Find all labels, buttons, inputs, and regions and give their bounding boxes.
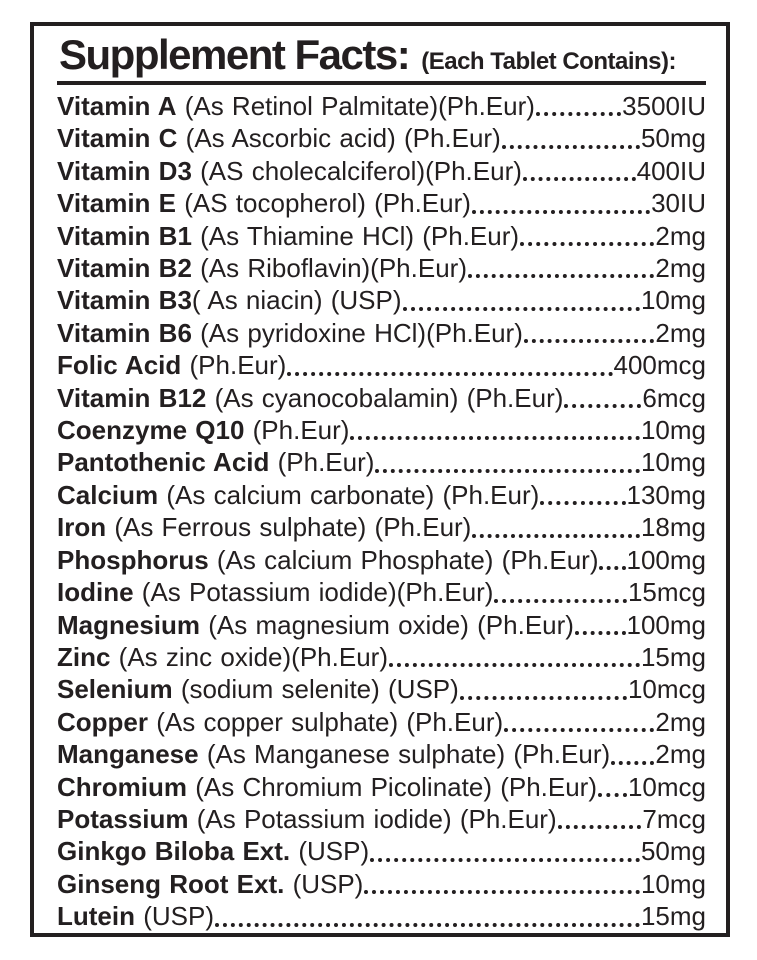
nutrient-source: (As Potassium iodide) (Ph.Eur) xyxy=(188,803,557,834)
nutrient-row xyxy=(57,576,706,608)
dot-leader xyxy=(540,501,625,505)
nutrient-row xyxy=(57,284,706,316)
nutrient-row xyxy=(57,673,706,705)
nutrient-amount: 100mg xyxy=(626,544,706,575)
nutrient-row xyxy=(57,155,706,187)
nutrient-label xyxy=(57,576,493,608)
dot-leader xyxy=(523,177,636,181)
nutrient-amount: 2mg xyxy=(655,220,706,251)
nutrient-name: Ginseng Root Ext. xyxy=(57,868,285,899)
nutrient-name: Lutein xyxy=(57,901,135,932)
nutrient-name: Folic Acid xyxy=(57,350,182,381)
nutrient-source: (As Ascorbic acid) (Ph.Eur) xyxy=(177,123,501,154)
nutrient-amount: 15mg xyxy=(640,641,706,672)
nutrient-name: Coenzyme Q10 xyxy=(57,415,245,446)
nutrient-label xyxy=(57,252,467,284)
nutrient-row xyxy=(57,479,706,511)
nutrient-label xyxy=(57,349,286,381)
nutrient-row xyxy=(57,446,706,478)
nutrient-name: Selenium xyxy=(57,674,173,705)
nutrient-name: Pantothenic Acid xyxy=(57,447,270,478)
nutrient-row xyxy=(57,641,706,673)
nutrient-row xyxy=(57,122,706,154)
nutrient-row xyxy=(57,252,706,284)
nutrient-source: (As Manganese sulphate) (Ph.Eur) xyxy=(198,739,611,770)
dot-leader xyxy=(350,436,640,440)
dot-leader xyxy=(460,696,627,700)
nutrient-source: (As zinc oxide)(Ph.Eur) xyxy=(110,641,388,672)
nutrient-amount: 15mcg xyxy=(627,577,706,608)
nutrient-name: Ginkgo Biloba Ext. xyxy=(57,836,291,867)
nutrient-row xyxy=(57,382,706,414)
nutrient-row xyxy=(57,317,706,349)
nutrient-source: (As Thiamine HCl) (Ph.Eur) xyxy=(191,220,520,251)
dot-leader xyxy=(536,112,621,116)
nutrient-source: (Ph.Eur) xyxy=(244,415,350,446)
nutrient-amount: 7mcg xyxy=(642,803,706,834)
nutrient-name: Potassium xyxy=(57,803,189,834)
nutrient-amount: 130mg xyxy=(626,479,706,510)
dot-leader xyxy=(472,210,650,214)
nutrient-row xyxy=(57,706,706,738)
nutrient-name: Iodine xyxy=(57,577,134,608)
dot-leader xyxy=(215,923,640,927)
nutrient-name: Vitamin D3 xyxy=(57,155,192,186)
nutrient-label xyxy=(57,900,214,932)
nutrient-amount: 10mg xyxy=(640,415,706,446)
header-divider xyxy=(57,81,706,85)
panel-title: Supplement Facts: xyxy=(59,31,410,78)
nutrient-source: (As calcium carbonate) (Ph.Eur) xyxy=(158,479,540,510)
dot-leader xyxy=(287,372,612,376)
dot-leader xyxy=(375,469,640,473)
nutrient-source: (sodium selenite) (USP) xyxy=(172,674,459,705)
nutrient-amount: 50mg xyxy=(640,123,706,154)
nutrient-amount: 30IU xyxy=(651,188,706,219)
nutrient-label xyxy=(57,414,349,446)
panel-header xyxy=(57,31,706,79)
nutrient-amount: 2mg xyxy=(655,253,706,284)
dot-leader xyxy=(502,145,640,149)
nutrient-source: (As Ferrous sulphate) (Ph.Eur) xyxy=(106,512,472,543)
dot-leader xyxy=(611,761,654,765)
nutrient-label xyxy=(57,738,610,770)
nutrient-amount: 6mcg xyxy=(642,382,706,413)
nutrient-source: (Ph.Eur) xyxy=(269,447,375,478)
nutrient-amount: 2mg xyxy=(655,706,706,737)
nutrient-row xyxy=(57,738,706,770)
nutrient-source: (As Retinol Palmitate)(Ph.Eur) xyxy=(176,91,535,121)
nutrient-label xyxy=(57,479,539,511)
nutrient-name: Vitamin E xyxy=(57,188,177,219)
dot-leader xyxy=(472,534,640,538)
nutrient-row xyxy=(57,414,706,446)
nutrient-label xyxy=(57,155,522,187)
nutrient-row xyxy=(57,868,706,900)
nutrient-source: (As Potassium iodide)(Ph.Eur) xyxy=(133,577,494,608)
nutrient-list xyxy=(57,90,706,933)
dot-leader xyxy=(564,404,641,408)
nutrient-label xyxy=(57,641,388,673)
nutrient-source: (As cyanocobalamin) (Ph.Eur) xyxy=(206,382,564,413)
dot-leader xyxy=(364,890,640,894)
dot-leader xyxy=(468,274,654,278)
supplement-facts-panel xyxy=(30,22,730,937)
nutrient-label xyxy=(57,187,471,219)
nutrient-row xyxy=(57,900,706,932)
nutrient-source: (AS cholecalciferol)(Ph.Eur) xyxy=(191,155,522,186)
nutrient-row xyxy=(57,220,706,252)
nutrient-amount: 2mg xyxy=(655,317,706,348)
nutrient-name: Chromium xyxy=(57,771,187,802)
nutrient-name: Manganese xyxy=(57,739,199,770)
nutrient-row xyxy=(57,803,706,835)
nutrient-name: Iron xyxy=(57,512,107,543)
nutrient-label xyxy=(57,122,501,154)
nutrient-label xyxy=(57,90,535,122)
nutrient-name: Vitamin C xyxy=(57,123,178,154)
nutrient-label xyxy=(57,446,374,478)
nutrient-row xyxy=(57,544,706,576)
nutrient-amount: 10mg xyxy=(640,868,706,899)
nutrient-label xyxy=(57,382,563,414)
nutrient-row xyxy=(57,90,706,122)
nutrient-source: (As calcium Phosphate) (Ph.Eur) xyxy=(208,544,599,575)
dot-leader xyxy=(558,825,642,829)
nutrient-amount: 15mg xyxy=(640,901,706,932)
nutrient-source: (USP) xyxy=(135,901,214,932)
dot-leader xyxy=(520,242,654,246)
nutrient-amount: 100mg xyxy=(626,609,706,640)
dot-leader xyxy=(575,631,626,635)
nutrient-label xyxy=(57,284,402,316)
nutrient-name: Copper xyxy=(57,706,148,737)
nutrient-name: Vitamin B2 xyxy=(57,253,192,284)
nutrient-source: (Ph.Eur) xyxy=(181,350,287,381)
panel-subtitle: (Each Tablet Contains): xyxy=(421,48,676,75)
nutrient-name: Vitamin A xyxy=(57,91,177,121)
nutrient-source: (As magnesium oxide) (Ph.Eur) xyxy=(200,609,574,640)
nutrient-source: (As pyridoxine HCl)(Ph.Eur) xyxy=(191,317,523,348)
nutrient-label xyxy=(57,706,503,738)
nutrient-row xyxy=(57,835,706,867)
nutrient-amount: 10mg xyxy=(640,285,706,316)
nutrient-source: (As Chromium Picolinate) (Ph.Eur) xyxy=(187,771,597,802)
nutrient-amount: 50mg xyxy=(640,836,706,867)
nutrient-source: (As Riboflavin)(Ph.Eur) xyxy=(191,253,467,284)
dot-leader xyxy=(403,307,640,311)
dot-leader xyxy=(389,663,640,667)
nutrient-label xyxy=(57,868,363,900)
dot-leader xyxy=(599,566,625,570)
nutrient-row xyxy=(57,609,706,641)
nutrient-name: Magnesium xyxy=(57,609,201,640)
nutrient-label xyxy=(57,317,523,349)
nutrient-label xyxy=(57,835,369,867)
dot-leader xyxy=(504,728,654,732)
nutrient-name: Vitamin B12 xyxy=(57,382,207,413)
nutrient-label xyxy=(57,220,519,252)
nutrient-amount: 18mg xyxy=(640,512,706,543)
nutrient-name: Vitamin B1 xyxy=(57,220,192,251)
nutrient-name: Vitamin B6 xyxy=(57,317,192,348)
nutrient-amount: 10mcg xyxy=(627,771,706,802)
nutrient-source: (USP) xyxy=(284,868,364,899)
nutrient-row xyxy=(57,771,706,803)
dot-leader xyxy=(370,858,640,862)
nutrient-source: (USP) xyxy=(290,836,370,867)
nutrient-label xyxy=(57,771,597,803)
dot-leader xyxy=(524,339,655,343)
nutrient-amount: 10mg xyxy=(640,447,706,478)
nutrient-amount: 400mcg xyxy=(613,350,706,381)
nutrient-label xyxy=(57,511,471,543)
nutrient-source: ( As niacin) (USP) xyxy=(191,285,402,316)
nutrient-row xyxy=(57,187,706,219)
nutrient-source: (As copper sulphate) (Ph.Eur) xyxy=(148,706,504,737)
nutrient-row xyxy=(57,511,706,543)
nutrient-amount: 400IU xyxy=(636,155,706,186)
nutrient-label xyxy=(57,609,574,641)
nutrient-label xyxy=(57,673,459,705)
nutrient-label xyxy=(57,544,598,576)
nutrient-name: Vitamin B3 xyxy=(57,285,192,316)
nutrient-amount: 2mg xyxy=(655,739,706,770)
nutrient-amount: 10mcg xyxy=(627,674,706,705)
nutrient-label xyxy=(57,803,557,835)
dot-leader xyxy=(598,793,627,797)
dot-leader xyxy=(494,599,626,603)
nutrient-name: Zinc xyxy=(57,641,111,672)
nutrient-name: Phosphorus xyxy=(57,544,209,575)
nutrient-source: (AS tocopherol) (Ph.Eur) xyxy=(176,188,471,219)
nutrient-row xyxy=(57,349,706,381)
nutrient-name: Calcium xyxy=(57,479,159,510)
nutrient-amount: 3500IU xyxy=(622,91,706,121)
